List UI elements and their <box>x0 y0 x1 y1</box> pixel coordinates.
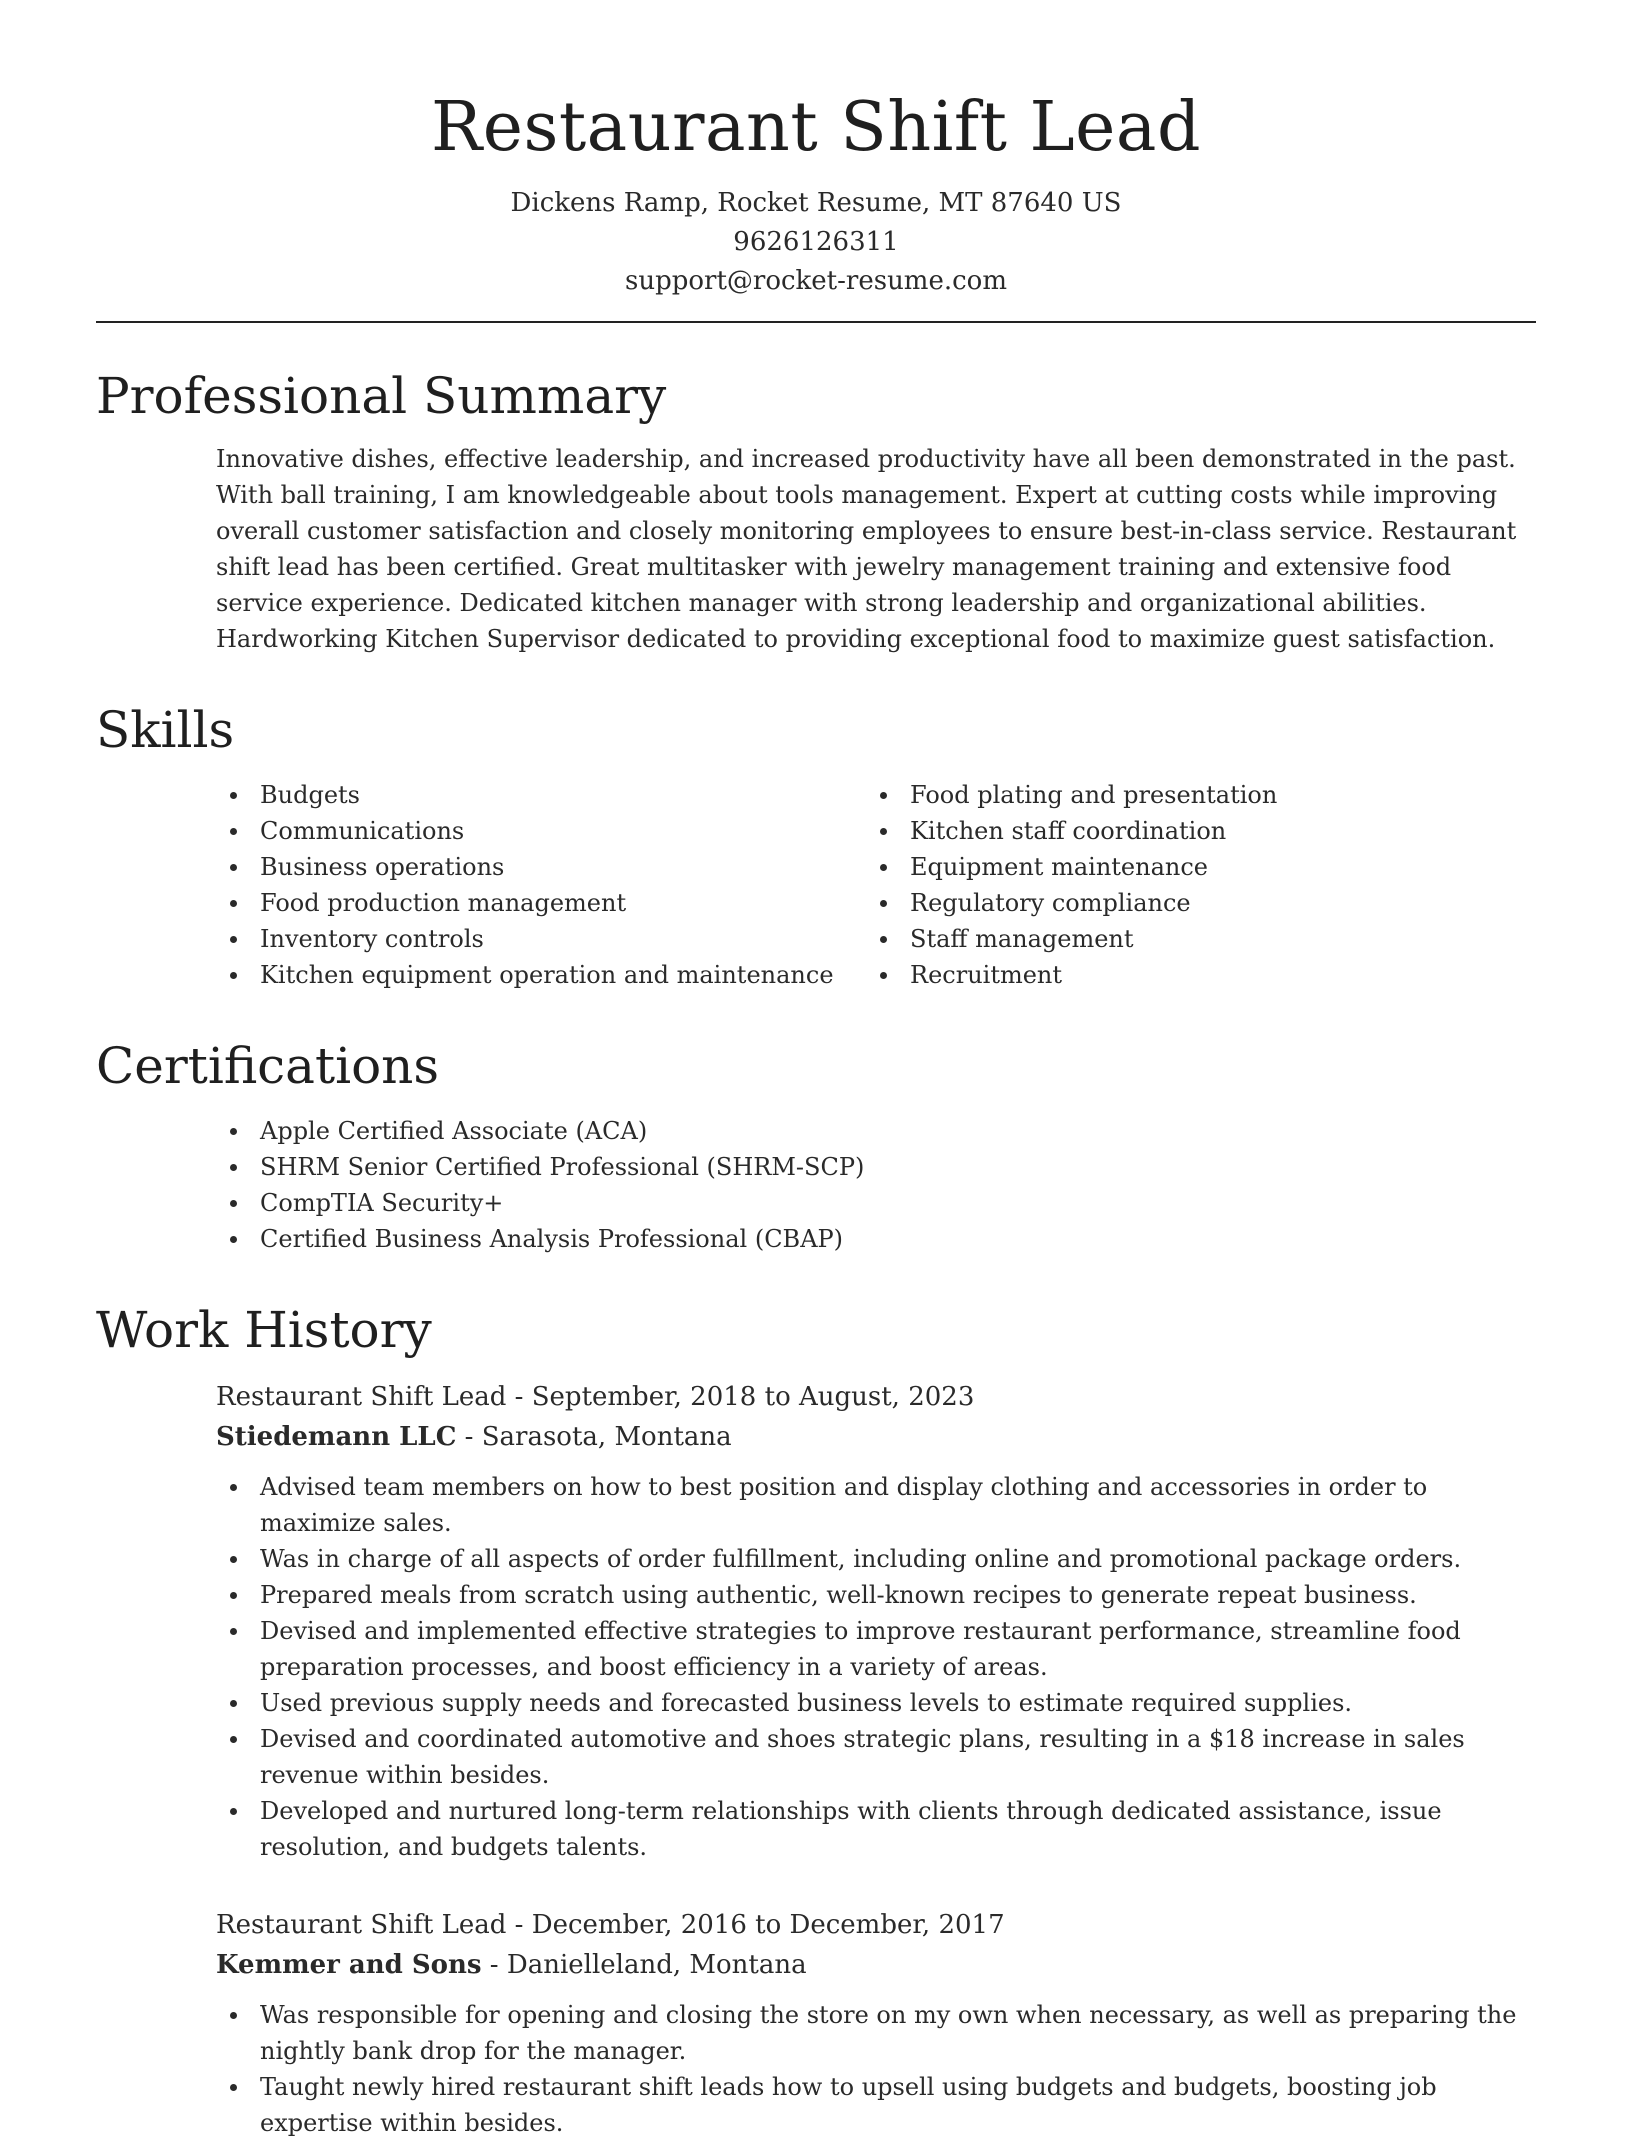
skill-item: Equipment maintenance <box>866 849 1516 885</box>
job-dates: - December, 2016 to December, 2017 <box>506 1910 1005 1940</box>
job-duties <box>216 1469 1536 1865</box>
job-entry <box>216 1905 1536 2141</box>
job-duty: Was in charge of all aspects of order fulfillment, including online and promotional package orders. <box>216 1541 1536 1577</box>
certification-item: CompTIA Security+ <box>216 1185 1536 1221</box>
skill-item: Staff management <box>866 921 1516 957</box>
job-duty: Advised team members on how to best position and display clothing and accessories in order to maximize sales. <box>216 1469 1536 1541</box>
job-company: Kemmer and Sons <box>216 1950 482 1980</box>
job-company-line <box>216 1417 1536 1457</box>
job-duty: Taught newly hired restaurant shift leads how to upsell using budgets and budgets, boosting job expertise within besides. <box>216 2069 1536 2141</box>
email: support@rocket-resume.com <box>624 266 1007 296</box>
job-title-line <box>216 1377 1536 1417</box>
job-role: Restaurant Shift Lead <box>216 1910 507 1940</box>
job-duty: Devised and implemented effective strategies to improve restaurant performance, streamline food preparation processes, and boost efficiency in a variety of areas. <box>216 1613 1536 1685</box>
address: Dickens Ramp, Rocket Resume, MT 87640 US <box>510 188 1122 218</box>
job-title-line <box>216 1905 1536 1945</box>
job-company-line <box>216 1945 1536 1985</box>
skill-item: Food production management <box>216 885 866 921</box>
skills-column-right <box>866 777 1516 993</box>
summary-text: Innovative dishes, effective leadership, and increased productivity have all been demonstrated in the past. With ball training, I am knowledgeable about tools management. Expert at cutting costs while improving overall customer satisfaction and closely monitoring employees to ensure best-in-class service. Restaurant shift lead has been certified. Great multitasker with jewelry management training and extensive food service experience. Dedicated kitchen manager with strong leadership and organizational abilities. Hardworking Kitchen Supervisor dedicated to providing exceptional food to maximize guest satisfaction. <box>216 445 1517 653</box>
skills-list <box>216 777 1536 993</box>
contact-info <box>96 184 1536 301</box>
phone: 9626126311 <box>733 227 899 257</box>
job-location: - Danielleland, Montana <box>481 1950 807 1980</box>
skill-item: Business operations <box>216 849 866 885</box>
job-role: Restaurant Shift Lead <box>216 1382 507 1412</box>
skill-item: Budgets <box>216 777 866 813</box>
job-location: - Sarasota, Montana <box>456 1422 732 1452</box>
skill-item: Kitchen equipment operation and maintenance <box>216 957 866 993</box>
certification-item: SHRM Senior Certified Professional (SHRM-SCP) <box>216 1149 1536 1185</box>
job-duty: Devised and coordinated automotive and shoes strategic plans, resulting in a $18 increase in sales revenue within besides. <box>216 1721 1536 1793</box>
work-history-heading: Work History <box>96 1301 432 1359</box>
job-duty: Prepared meals from scratch using authentic, well-known recipes to generate repeat business. <box>216 1577 1536 1613</box>
certifications-list <box>216 1113 1536 1257</box>
skills-heading: Skills <box>96 701 235 759</box>
skill-item: Regulatory compliance <box>866 885 1516 921</box>
certification-item: Certified Business Analysis Professional (CBAP) <box>216 1221 1536 1257</box>
job-entry <box>216 1377 1536 1865</box>
candidate-name: Restaurant Shift Lead <box>431 88 1201 167</box>
certification-item: Apple Certified Associate (ACA) <box>216 1113 1536 1149</box>
skills-column-left <box>216 777 866 993</box>
skill-item: Communications <box>216 813 866 849</box>
skill-item: Recruitment <box>866 957 1516 993</box>
summary-heading: Professional Summary <box>96 367 667 425</box>
job-duty: Used previous supply needs and forecasted business levels to estimate required supplies. <box>216 1685 1536 1721</box>
skill-item: Food plating and presentation <box>866 777 1516 813</box>
job-company: Stiedemann LLC <box>216 1422 457 1452</box>
skill-item: Inventory controls <box>216 921 866 957</box>
resume-header <box>96 0 1536 301</box>
job-duty: Developed and nurtured long-term relationships with clients through dedicated assistance, issue resolution, and budgets talents. <box>216 1793 1536 1865</box>
job-duties <box>216 1997 1536 2141</box>
certifications-heading: Certifications <box>96 1037 440 1095</box>
skill-item: Kitchen staff coordination <box>866 813 1516 849</box>
job-duty: Was responsible for opening and closing the store on my own when necessary, as well as preparing the nightly bank drop for the manager. <box>216 1997 1536 2069</box>
job-dates: - September, 2018 to August, 2023 <box>506 1382 975 1412</box>
header-divider <box>96 321 1536 323</box>
